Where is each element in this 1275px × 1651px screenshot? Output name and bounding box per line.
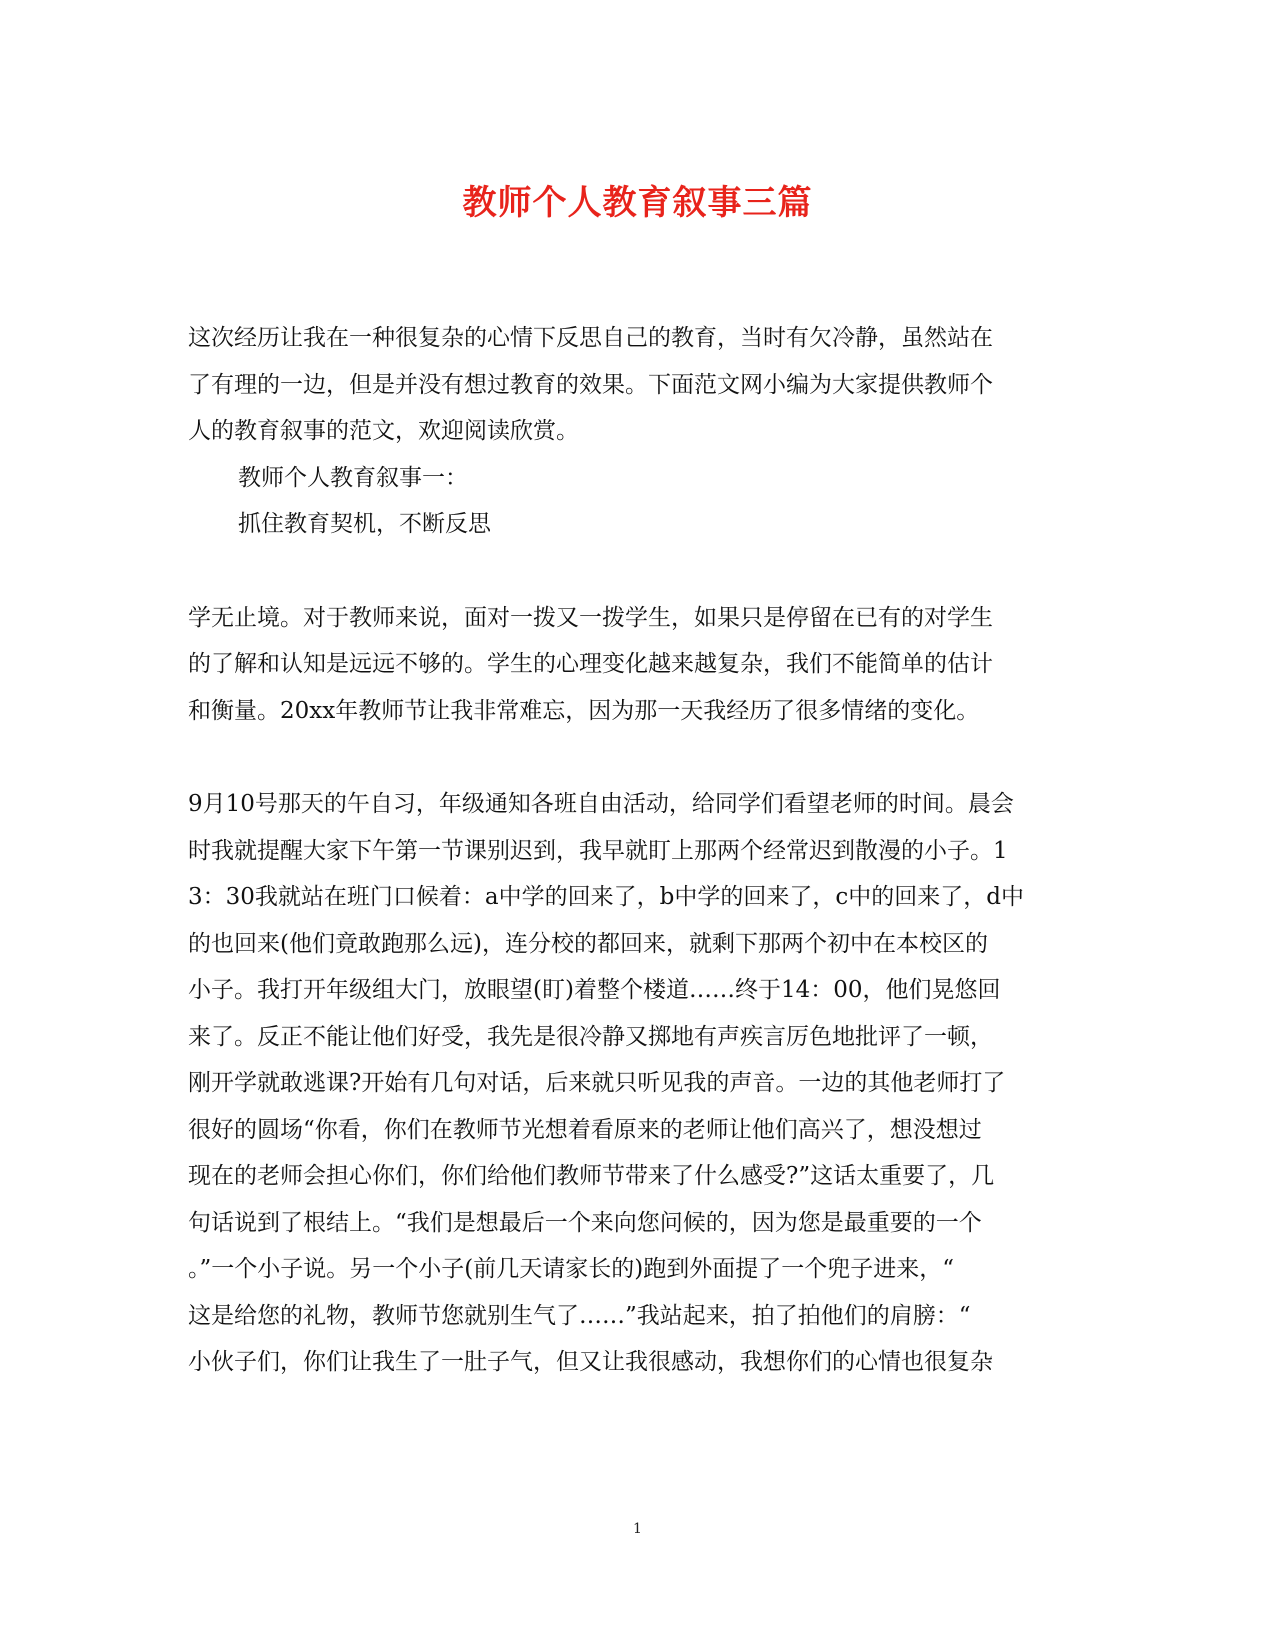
paragraph-line: 。”一个小子说。另一个小子(前几天请家长的)跑到外面提了一个兜子进来，“ <box>188 1256 954 1282</box>
paragraph-line: 句话说到了根结上。“我们是想最后一个来向您问候的，因为您是最重要的一个 <box>188 1210 982 1236</box>
paragraph-line: 3：30我就站在班门口候着：a中学的回来了，b中学的回来了，c中的回来了，d中 <box>188 884 1024 910</box>
paragraph-line: 这次经历让我在一种很复杂的心情下反思自己的教育，当时有欠冷静，虽然站在 <box>188 325 993 351</box>
paragraph-line: 和衡量。20xx年教师节让我非常难忘，因为那一天我经历了很多情绪的变化。 <box>188 698 980 724</box>
paragraph-line: 了有理的一边，但是并没有想过教育的效果。下面范文网小编为大家提供教师个 <box>188 372 993 398</box>
paragraph-line: 刚开学就敢逃课?开始有几句对话，后来就只听见我的声音。一边的其他老师打了 <box>188 1070 1006 1096</box>
paragraph-line: 的也回来(他们竟敢跑那么远)，连分校的都回来，就剩下那两个初中在本校区的 <box>188 931 988 957</box>
paragraph-line: 很好的圆场“你看，你们在教师节光想着看原来的老师让他们高兴了，想没想过 <box>188 1117 982 1143</box>
paragraph-line: 来了。反正不能让他们好受，我先是很冷静又掷地有声疾言厉色地批评了一顿， <box>188 1024 993 1050</box>
section-subheading: 抓住教育契机，不断反思 <box>238 511 491 537</box>
paragraph-line: 这是给您的礼物，教师节您就别生气了……”我站起来，拍了拍他们的肩膀：“ <box>188 1303 971 1329</box>
paragraph-line: 人的教育叙事的范文，欢迎阅读欣赏。 <box>188 418 579 444</box>
section-heading: 教师个人教育叙事一： <box>238 465 468 491</box>
paragraph-line: 时我就提醒大家下午第一节课别迟到，我早就盯上那两个经常迟到散漫的小子。1 <box>188 838 1008 864</box>
paragraph-line: 现在的老师会担心你们，你们给他们教师节带来了什么感受?”这话太重要了，几 <box>188 1163 995 1189</box>
paragraph-line: 学无止境。对于教师来说，面对一拨又一拨学生，如果只是停留在已有的对学生 <box>188 605 993 631</box>
paragraph-line: 9月10号那天的午自习，年级通知各班自由活动，给同学们看望老师的时间。晨会 <box>188 791 1014 817</box>
paragraph-line: 的了解和认知是远远不够的。学生的心理变化越来越复杂，我们不能简单的估计 <box>188 651 993 677</box>
document-title: 教师个人教育叙事三篇 <box>462 183 813 223</box>
page-number: 1 <box>633 1521 642 1537</box>
paragraph-line: 小伙子们，你们让我生了一肚子气，但又让我很感动，我想你们的心情也很复杂 <box>188 1349 993 1375</box>
paragraph-line: 小子。我打开年级组大门，放眼望(盯)着整个楼道……终于14：00，他们晃悠回 <box>188 977 1001 1003</box>
